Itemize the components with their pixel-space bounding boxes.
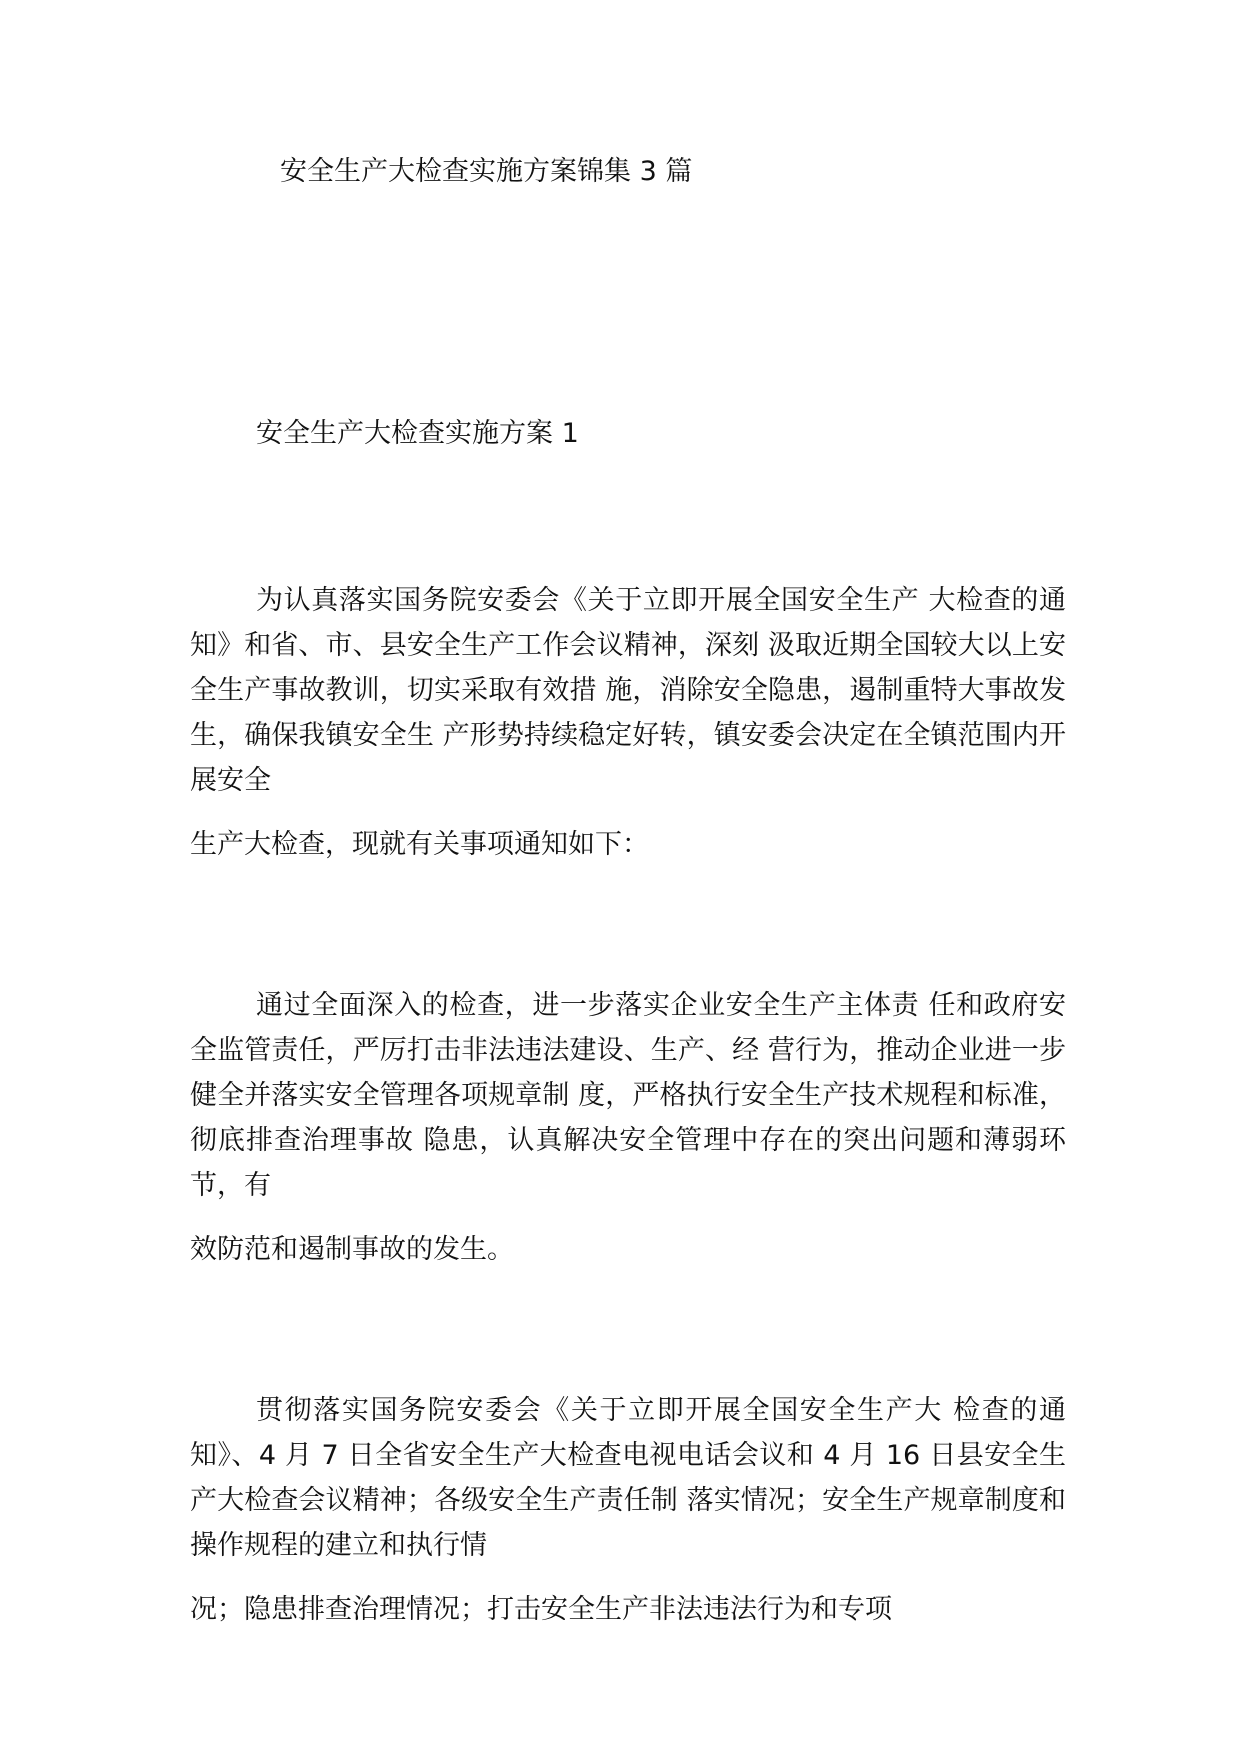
paragraph-3: 贯彻落实国务院安委会《关于立即开展全国安全生产大 检查的通知》、4 月 7 日全省安全生产大检查电视电话会议和 4 月 16 日县安全生产大检查会议精神；各级安全生产责任制 落实情况；安全生产规章制度和操作规程的建立和执行情 <box>190 1395 1066 1561</box>
document-title: 安全生产大检查实施方案锦集 3 篇 <box>280 156 693 187</box>
section-title: 安全生产大检查实施方案 1 <box>256 418 579 449</box>
paragraph-1-continuation: 生产大检查，现就有关事项通知如下： <box>190 829 649 860</box>
paragraph-1: 为认真落实国务院安委会《关于立即开展全国安全生产 大检查的通知》和省、市、县安全生产工作会议精神，深刻 汲取近期全国较大以上安全生产事故教训，切实采取有效措 施，消除安全隐患，遏制重特大事故发生，确保我镇安全生 产形势持续稳定好转，镇安委会决定在全镇范围内开展安全 <box>190 585 1066 796</box>
paragraph-2-continuation: 效防范和遏制事故的发生。 <box>190 1234 514 1265</box>
paragraph-3-continuation: 况；隐患排查治理情况；打击安全生产非法违法行为和专项 <box>190 1594 892 1625</box>
paragraph-2: 通过全面深入的检查，进一步落实企业安全生产主体责 任和政府安全监管责任，严厉打击非法违法建设、生产、经 营行为，推动企业进一步健全并落实安全管理各项规章制 度，严格执行安全生产技术规程和标准，彻底排查治理事故 隐患，认真解决安全管理中存在的突出问题和薄弱环节，有 <box>190 990 1066 1201</box>
